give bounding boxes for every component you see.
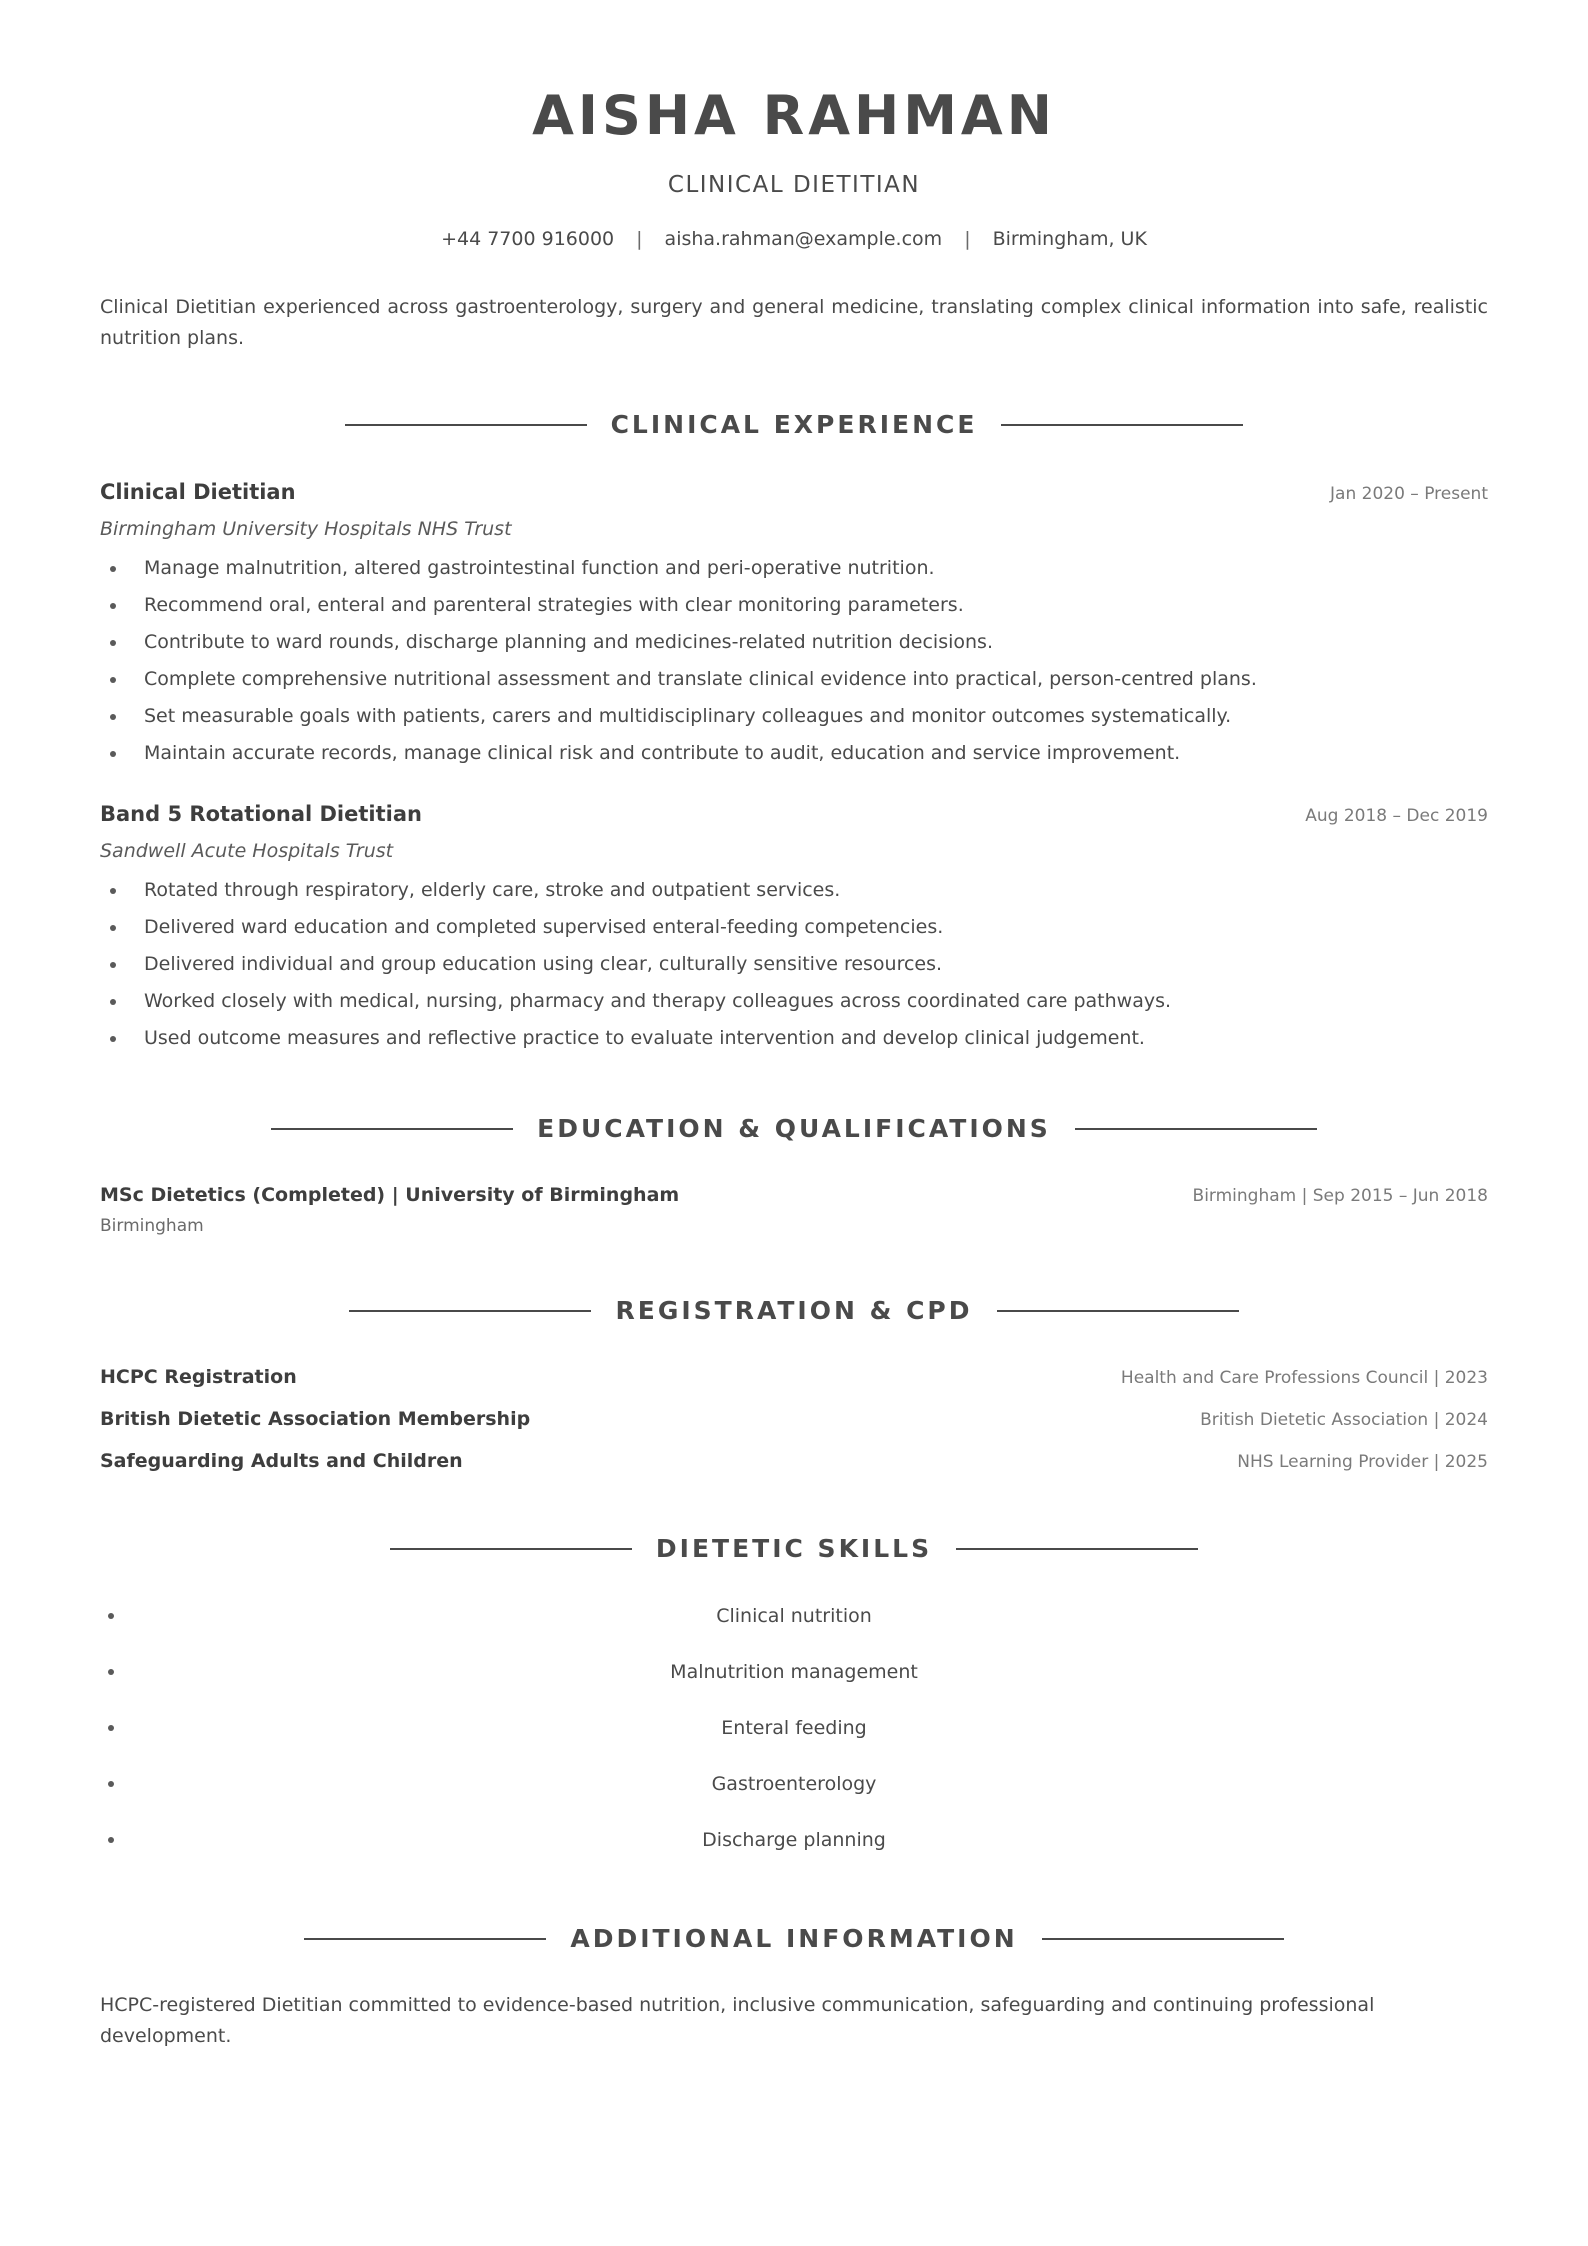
section-heading-registration <box>0 1296 1588 1325</box>
registration-meta: NHS Learning Provider | 2025 <box>1237 1452 1488 1472</box>
degree-title: MSc Dietetics (Completed) | University of Birmingham <box>100 1184 680 1206</box>
professional-summary: Clinical Dietitian experienced across gastroenterology, surgery and general medicine, translating complex clinical information into safe, realistic nutrition plans. <box>100 296 1488 349</box>
registration-meta: Health and Care Professions Council | 2023 <box>1120 1368 1488 1388</box>
heading-rule <box>304 1938 546 1940</box>
section-heading-additional <box>0 1924 1588 1953</box>
heading-rule <box>271 1128 513 1130</box>
job-dates: Aug 2018 – Dec 2019 <box>1305 806 1488 826</box>
list-item: Rotated through respiratory, elderly care, stroke and outpatient services. <box>100 872 1488 909</box>
job-header <box>100 480 1488 504</box>
education-meta: Birmingham | Sep 2015 – Jun 2018 <box>1192 1186 1488 1206</box>
location: Birmingham, UK <box>992 228 1147 250</box>
registration-item <box>100 1450 1488 1472</box>
registration-name: British Dietetic Association Membership <box>100 1408 531 1430</box>
registration-meta: British Dietetic Association | 2024 <box>1200 1410 1488 1430</box>
skill-item: Gastroenterology <box>100 1756 1488 1812</box>
heading-rule <box>349 1310 591 1312</box>
heading-rule <box>956 1548 1198 1550</box>
heading-rule <box>1042 1938 1284 1940</box>
registration-item <box>100 1408 1488 1430</box>
candidate-name: AISHA RAHMAN <box>532 84 1056 147</box>
education-location: Birmingham <box>100 1216 204 1236</box>
heading-rule <box>390 1548 632 1550</box>
skills-list <box>100 1588 1488 1868</box>
registration-name: Safeguarding Adults and Children <box>100 1450 463 1472</box>
list-item: Worked closely with medical, nursing, pharmacy and therapy colleagues across coordinated care pathways. <box>100 983 1488 1020</box>
heading-rule <box>1001 424 1243 426</box>
skill-item: Malnutrition management <box>100 1644 1488 1700</box>
list-item: Recommend oral, enteral and parenteral strategies with clear monitoring parameters. <box>100 587 1488 624</box>
section-label: EDUCATION & QUALIFICATIONS <box>537 1114 1051 1143</box>
job-title: Band 5 Rotational Dietitian <box>100 802 422 826</box>
section-label: CLINICAL EXPERIENCE <box>610 410 978 439</box>
heading-rule <box>1075 1128 1317 1130</box>
job-organization: Birmingham University Hospitals NHS Trust <box>100 518 512 540</box>
skill-item: Discharge planning <box>100 1812 1488 1868</box>
list-item: Set measurable goals with patients, carers and multidisciplinary colleagues and monitor outcomes systematically. <box>100 698 1488 735</box>
list-item: Maintain accurate records, manage clinical risk and contribute to audit, education and service improvement. <box>100 735 1488 772</box>
job-organization: Sandwell Acute Hospitals Trust <box>100 840 394 862</box>
section-heading-education <box>0 1114 1588 1143</box>
skill-item: Enteral feeding <box>100 1700 1488 1756</box>
job-title: Clinical Dietitian <box>100 480 296 504</box>
section-label: REGISTRATION & CPD <box>615 1296 973 1325</box>
job-bullets <box>100 872 1488 1057</box>
section-label: DIETETIC SKILLS <box>655 1534 933 1563</box>
phone-number: +44 7700 916000 <box>441 228 615 250</box>
job-dates: Jan 2020 – Present <box>1330 484 1488 504</box>
section-heading-skills <box>0 1534 1588 1563</box>
section-heading-experience <box>0 410 1588 439</box>
candidate-role: CLINICAL DIETITIAN <box>667 172 921 198</box>
registration-name: HCPC Registration <box>100 1366 297 1388</box>
registration-item <box>100 1366 1488 1388</box>
contact-line <box>0 228 1588 250</box>
contact-separator: | <box>964 228 971 250</box>
education-header <box>100 1184 1488 1206</box>
list-item: Contribute to ward rounds, discharge planning and medicines-related nutrition decisions. <box>100 624 1488 661</box>
list-item: Delivered ward education and completed supervised enteral-feeding competencies. <box>100 909 1488 946</box>
heading-rule <box>345 424 587 426</box>
list-item: Used outcome measures and reflective practice to evaluate intervention and develop clinical judgement. <box>100 1020 1488 1057</box>
contact-separator: | <box>636 228 643 250</box>
section-label: ADDITIONAL INFORMATION <box>570 1924 1018 1953</box>
email-address: aisha.rahman@example.com <box>664 228 943 250</box>
additional-information: HCPC-registered Dietitian committed to evidence-based nutrition, inclusive communication, safeguarding and continuing professional development. <box>100 1994 1375 2047</box>
job-header <box>100 802 1488 826</box>
list-item: Manage malnutrition, altered gastrointestinal function and peri-operative nutrition. <box>100 550 1488 587</box>
heading-rule <box>997 1310 1239 1312</box>
job-bullets <box>100 550 1488 772</box>
skill-item: Clinical nutrition <box>100 1588 1488 1644</box>
list-item: Delivered individual and group education using clear, culturally sensitive resources. <box>100 946 1488 983</box>
list-item: Complete comprehensive nutritional assessment and translate clinical evidence into practical, person-centred plans. <box>100 661 1488 698</box>
